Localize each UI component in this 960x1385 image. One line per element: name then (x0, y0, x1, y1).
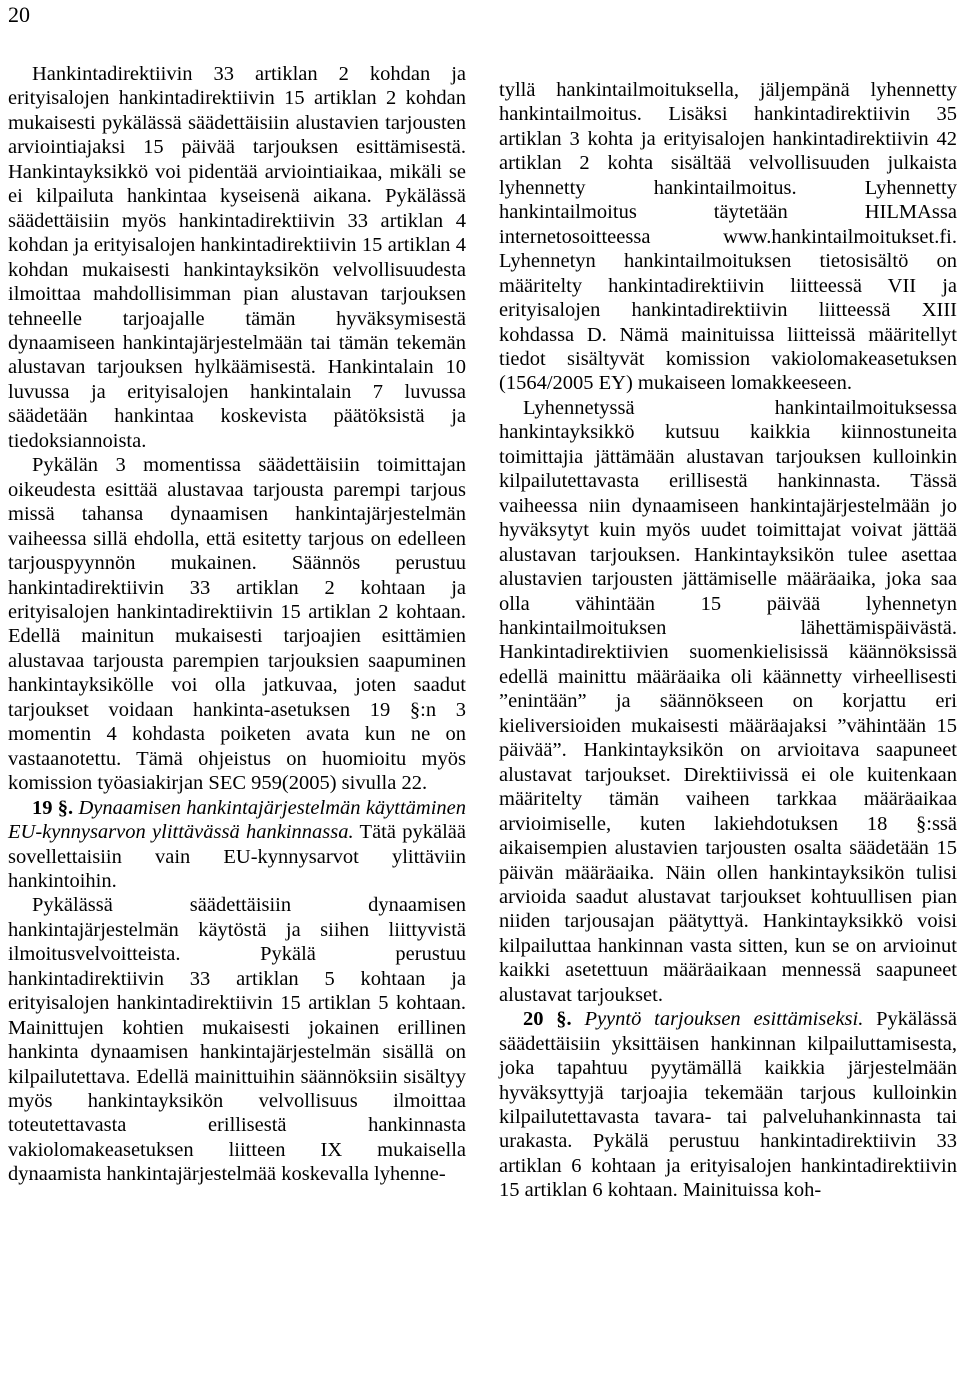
paragraph (499, 396, 957, 1007)
section-title: Pyyntö tarjouksen esittämiseksi. (584, 1008, 864, 1031)
paragraph-text: Tätä pykälää sovellettaisiin vain EU-kynnysarvot ylittäviin hankintoihin. (8, 821, 466, 892)
paragraph (8, 62, 466, 453)
right-column (499, 78, 957, 1203)
section-number: 19 §. (32, 796, 74, 819)
page-number: 20 (8, 2, 30, 27)
paragraph (8, 453, 466, 795)
paragraph-text: Hankintadirektiivin 33 artiklan 2 kohdan ja erityisalojen hankintadirektiivin 15 artiklan 2 kohdan mukaisesti pykälässä säädettäisiin alustavien tarjousten arviointiajaksi 15 päivää tarjouksen esittämisestä. Hankintayksikkö voi pidentää arviointiaikaa, mikäli se ei kilpailuta hankintaa kyseisenä aikana. Pykälässä säädettäisiin myös hankintadirektiivin 33 artiklan 4 kohdan ja erityisalojen hankintadirektiivin 15 artiklan 4 kohdan mukaisesti hankintayksikön velvollisuudesta ilmoittaa mahdollisimman pian alustavan tarjouksen tehneelle tarjoajalle tämän hyväksymisestä dynaamiseen hankintajärjestelmään tai tämän tekemän alustavan tarjouksen hylkäämisestä. Hankintalain 10 luvussa ja erityisalojen hankintalain 7 luvussa säädetään hankintaa koskevista päätöksistä ja tiedoksiannoista. (8, 63, 466, 452)
paragraph (8, 893, 466, 1186)
paragraph-text: Lyhennetyssä hankintailmoituksessa hankintayksikkö kutsuu kaikkia kiinnostuneita toimittajia jättämään alustavan tarjouksen kulloinkin kilpailutettavasta erillisestä hankinnasta. Tässä vaiheessa niin dynaamiseen hankintajärjestelmään jo hyväksytyt kuin myös uudet toimittajat voivat jättää alustavan tarjouksen. Hankintayksikön tulee asettaa alustavien tarjousten jättämiselle määräaika, joka saa olla vähintään 15 päivää lyhennetyn hankintailmoituksen lähettämispäivästä. Hankintadirektiivien suomenkielisissä käännöksissä edellä mainittu määräaika oli käännetty virheellisesti ”enintään” ja säännökseen on korjattu eri kieliversioiden mukaisesti määräajaksi ”vähintään 15 päivää”. Hankintayksikön on arvioitava saapuneet alustavat tarjoukset. Direktiivissä ei ole kuitenkaan määritelty tämän vaiheen tarkkaa määräaikaa arvioimiselle, kuten lakiehdotuksen 18 §:ssä aikaisempien alustavien tarjousten osalta säädetään 15 päivän määräaika. Näin ollen hankintayksikön tulisi arvioida saadut alustavat tarjoukset kohtuullisen pian niiden tarjousajan päätyttyä. Hankintayksikkö voisi kilpailuttaa hankinnan vasta sitten, kun se on arvioinut kaikki asetettuun määräaikaan mennessä saapuneet alustavat tarjoukset. (499, 396, 957, 1006)
paragraph-text: Pykälässä säädettäisiin dynaamisen hankintajärjestelmän käytöstä ja siihen liittyvistä ilmoitusvelvoitteista. Pykälä perustuu hankintadirektiivin 33 artiklan 5 kohtaan ja erityisalojen hankintadirektiivin 15 artiklan 5 kohtaan. Mainittujen kohtien mukaisesti jokainen erillinen hankinta dynaamisen hankintajärjestelmän sisällä on kilpailutettava. Edellä mainittuihin säännöksiin sisältyy myös hankintayksikön velvollisuus ilmoittaa toteutettavasta erillisestä hankinnasta vakiolomakeasetuksen liitteen IX mukaisella dynaamista hankintajärjestelmää koskevalla lyhenne- (8, 894, 466, 1186)
section-title: Dynaamisen hankintajärjestelmän käyttäminen EU-kynnysarvon ylittävässä hankinnassa. (8, 796, 467, 844)
paragraph-text: Pykälässä säädettäisiin yksittäisen hankinnan kilpailuttamisesta, joka tapahtuu pyytämällä kaikkia järjestelmään hyväksyttyjä tarjoajia tekemään tarjous kulloinkin kilpailutettavasta tavara- tai palveluhankinnasta tai urakasta. Pykälä perustuu hankintadirektiivin 33 artiklan 6 kohtaan ja erityisalojen hankintadirektiivin 15 artiklan 6 kohtaan. Mainituissa koh- (499, 1008, 957, 1202)
section-heading-19 (8, 796, 466, 894)
paragraph-text: tyllä hankintailmoituksella, jäljempänä lyhennetty hankintailmoitus. Lisäksi hankintadirektiivin 35 artiklan 3 kohta ja erityisalojen hankintadirektiivin 42 artiklan 2 kohta sisältää velvollisuuden julkaista lyhennetty hankintailmoitus. Lyhennetty hankintailmoitus täytetään HILMAssa internetosoitteessa www.hankintailmoitukset.fi. Lyhennetyn hankintailmoituksen tietosisältö on määritelty hankintadirektiivin liitteessä VII ja erityisalojen hankintadirektiivin liitteessä XIII kohdassa D. Nämä mainituissa liitteissä määritellyt tiedot sisältyvät komission vakiolomakeasetuksen (1564/2005 EY) mukaiseen lomakkeeseen. (499, 79, 957, 395)
paragraph-text: Pykälän 3 momentissa säädettäisiin toimittajan oikeudesta esittää alustavaa tarjousta parempi tarjous missä tahansa dynaamisen hankintajärjestelmän vaiheessa sillä ehdolla, että esitetty tarjous on edelleen tarjouspyynnön mukainen. Säännös perustuu hankintadirektiivin 33 artiklan 2 kohtaan ja erityisalojen hankintadirektiivin 15 artiklan 2 kohtaan. Edellä mainitun mukaisesti tarjoajien esittämien alustavaa tarjousta parempien tarjouksien saapuminen hankintayksikölle voi olla jatkuvaa, joten saadut tarjoukset voidaan hankinta-asetuksen 19 §:n 3 momentin 4 kohdasta poiketen avata kun ne on vastaanotettu. Tämä ohjeistus on huomioitu myös komission työasiakirjan SEC 959(2005) sivulla 22. (8, 454, 466, 795)
left-column (8, 62, 466, 1187)
paragraph (499, 78, 957, 396)
section-number: 20 §. (523, 1008, 572, 1031)
section-heading-20 (499, 1007, 957, 1203)
